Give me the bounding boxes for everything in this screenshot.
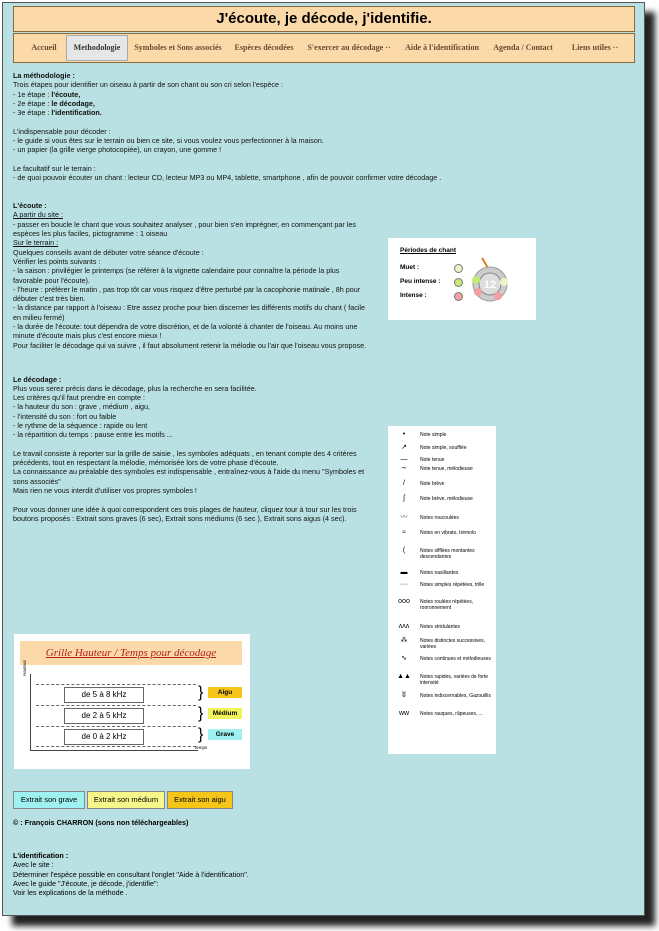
identification-section: [13, 851, 373, 897]
decodage-7: Le travail consiste à reporter sur la grille de saisie , les symboles adéquats , en tenant compte des 4 critères précédents, tout en respectant la mélodie, mémorisée lors de votre phase d'écoute.: [13, 448, 357, 468]
symbol-label: Notes indiscernables, Gazouillis: [420, 693, 491, 699]
ecoute-t2: Vérifier les points suivants :: [13, 256, 101, 266]
grille-tag-medium: Médium: [208, 708, 242, 719]
grille-title: Grille Hauteur / Temps pour décodage: [20, 641, 242, 665]
ident-heading: L'identification :: [13, 851, 69, 860]
step-2: - 2e étape : le décodage,: [13, 98, 95, 108]
ecoute-t5: - la distance par rapport à l'oiseau : Etre assez proche pour bien discerner les différents motifs du chant ( facile en milieu fermé): [13, 303, 366, 322]
symbol-icon: ∼: [401, 465, 407, 472]
decodage-6: - la répartition du temps : pause entre les motifs ...: [13, 430, 173, 440]
symbol-label: Notes distinctes successives, variées: [420, 638, 486, 650]
intense-dot-icon: [454, 292, 463, 301]
symbol-icon: ʃ: [403, 495, 405, 502]
nav-agenda[interactable]: Agenda / Contact: [493, 43, 553, 52]
symbol-icon: /: [403, 480, 405, 487]
ident-1: Avec le site :: [13, 860, 54, 870]
symbol-label: Notes en vibrato, trémolo: [420, 530, 476, 536]
symbol-label: Note tenue: [420, 457, 445, 463]
decodage-heading: Le décodage :: [13, 374, 62, 384]
nav-accueil[interactable]: Accueil: [31, 43, 57, 52]
symbol-label: Notes rapides, variées de forte intensité: [420, 674, 489, 686]
symbol-icon: ʬ: [402, 692, 406, 699]
periodes-peu: Peu intense :: [400, 278, 441, 285]
symbol-label: Notes nasillardes: [420, 570, 459, 576]
grille-row-2: de 2 à 5 kHz: [64, 708, 144, 724]
symbol-label: Notes continues et mélodieuses: [420, 656, 491, 662]
ident-4: Voir les explications de la méthode .: [13, 888, 128, 898]
extrait-medium-button[interactable]: Extrait son médium: [87, 791, 165, 809]
nav-especes[interactable]: Espèces décodées: [234, 43, 294, 52]
facult-1: - de quoi pouvoir écouter un chant : lecteur CD, lecteur MP3 ou MP4, tablette, smartphone , afin de pouvoir confirmer votre décodage .: [13, 173, 442, 183]
ecoute-heading: L'écoute :: [13, 201, 47, 211]
symbol-label: Note brève, mélodieuse: [420, 496, 473, 502]
site-title: J'écoute, je décode, j'identifie.: [13, 6, 635, 32]
grille-image: Grille Hauteur / Temps pour décodage Hauteur Temps de 5 à 8 kHz de 2 à 5 kHz de 0 à 2 kHz } } } Aigu Médium Grave: [14, 634, 250, 769]
grille-yaxis: Hauteur: [22, 659, 27, 676]
symbol-icon: ⁂: [400, 637, 408, 644]
symbol-icon: ooo: [398, 598, 410, 605]
symbol-icon: ↗: [401, 444, 407, 451]
indisp-heading: L'indispensable pour décoder :: [13, 126, 111, 136]
symbol-icon: ∙∙∙∙: [400, 581, 408, 588]
decodage-1: Plus vous serez précis dans le décodage, plus la recherche en sera facilitée.: [13, 383, 257, 393]
decodage-8: La connaissance au préalable des symboles est indispensable , entraînez-vous à l'aide du menu "Symboles et sons associés": [13, 467, 365, 486]
nav-methodologie[interactable]: Methodologie: [66, 35, 128, 61]
symbol-label: Notes sifflées montantes descendantes: [420, 548, 475, 560]
ecoute-t3: - la saison : privilégier le printemps (se référer à la vignette calendaire pour connaître la période la plus favorable pour l'écoute).: [13, 266, 340, 285]
symbol-label: Notes rauques, râpeuses, ...: [420, 711, 483, 717]
nav-exercer[interactable]: S'exercer au décodage ··: [307, 43, 391, 52]
symbol-icon: •: [402, 431, 406, 438]
methodo-heading: La méthodologie :: [13, 71, 75, 80]
symbol-label: Note simple, soufflée: [420, 445, 467, 451]
decodage-3: - la hauteur du son : grave , médium , aigu,: [13, 402, 151, 412]
nav-symboles[interactable]: Symboles et Sons associés: [134, 43, 222, 52]
muet-dot-icon: [454, 264, 463, 273]
symbol-label: Notes simples répétées, trille: [420, 582, 485, 588]
symbols-legend-image: [388, 426, 496, 754]
facult-heading: Le facultatif sur le terrain :: [13, 163, 96, 173]
symbol-label: Notes roucoulées: [420, 515, 459, 521]
main-nav: [13, 33, 635, 63]
periodes-intense: Intense :: [400, 292, 427, 299]
extrait-aigu-button[interactable]: Extrait son aigu: [167, 791, 233, 809]
symbol-icon: —: [400, 456, 408, 463]
wheel-number: 12: [483, 279, 497, 291]
nav-aide[interactable]: Aide à l'identification: [405, 43, 479, 52]
symbol-icon: ∿: [401, 655, 407, 662]
decodage-9: Mais rien ne vous interdit d'utiliser vos propres symboles !: [13, 486, 197, 496]
ecoute-terrain-heading: Sur le terrain :: [13, 238, 59, 248]
grille-xaxis: Temps: [194, 745, 208, 750]
decodage-5: - le rythme de la séquence : rapide ou lent: [13, 420, 148, 430]
symbol-icon: ▲▲: [397, 673, 411, 680]
nav-liens[interactable]: Liens utiles ··: [571, 43, 619, 52]
peu-dot-icon: [454, 278, 463, 287]
ecoute-site-heading: A partir du site :: [13, 210, 63, 220]
symbol-icon: ww: [398, 710, 410, 717]
decodage-4: - l'intensité du son : fort ou faible: [13, 411, 117, 421]
symbol-label: Notes roulées répétées, ronronnement: [420, 599, 474, 611]
periodes-title: Périodes de chant: [400, 247, 456, 254]
ident-3: Avec le guide "J'écoute, je décode, j'identifie":: [13, 878, 159, 888]
grille-xaxis-line: [30, 750, 198, 751]
grille-row-1: de 5 à 8 kHz: [64, 687, 144, 703]
symbol-icon: ▬: [400, 569, 408, 576]
credit-text: © : François CHARRON (sons non téléchargeables): [13, 818, 189, 827]
decodage-10: Pour vous donner une idée à quoi correspondent ces trois plages de hauteur, cliquez tour à tour sur les trois boutons proposés : Extrait sons graves (6 sec), Extrait sons médiums (6 sec ), Extrait sons aigus (4 sec).: [13, 504, 357, 523]
ecoute-t4: - l'heure : préférer le matin , pas trop tôt car vous risquez d'être perturbé par la cacophonie matinale , 8h pour débuter c'est très bien.: [13, 284, 361, 304]
methodo-intro: Trois étapes pour identifier un oiseau à partir de son chant ou son cri selon l'espèce :: [13, 80, 283, 90]
symbol-label: Note tenue, mélodieuse: [420, 466, 473, 472]
grille-tag-aigu: Aigu: [208, 687, 242, 698]
symbol-icon: (: [402, 547, 406, 554]
ecoute-t7: Pour faciliter le décodage qui va suivre , il faut absolument retenir la mélodie ou l'air que l'oiseau vous propose.: [13, 340, 367, 350]
grille-tag-grave: Grave: [208, 729, 242, 740]
step-3: - 3e étape : l'identification.: [13, 108, 102, 118]
grille-yaxis-line: [30, 674, 31, 750]
periodes-chant-image: [388, 238, 536, 320]
calendar-wheel-icon: [468, 256, 508, 304]
decodage-2: Les critères qu'il faut prendre en compte :: [13, 393, 146, 403]
symbol-icon: ≈: [402, 529, 406, 536]
periodes-muet: Muet :: [400, 264, 420, 271]
ecoute-t6: - la durée de l'écoute: tout dépendra de votre discrétion, et de la volonté à chanter de l'oiseau. Au moins une minute d'écoute mais plus c'est encore mieux !: [13, 322, 358, 341]
grille-row-3: de 0 à 2 kHz: [64, 729, 144, 745]
symbol-icon: ʌʌʌ: [398, 623, 410, 630]
ecoute-site-1: - passer en boucle le chant que vous souhaitez analyser , pour bien s'en imprégner, en commençant par les espèces les plus faciles, pictogramme : 1 oiseau: [13, 219, 356, 239]
symbol-label: Note brève: [420, 481, 445, 487]
symbol-label: Note simple: [420, 432, 447, 438]
symbol-label: Notes stridulantes: [420, 624, 461, 630]
step-1: - 1e étape : l'écoute,: [13, 89, 81, 99]
indisp-1: - le guide si vous êtes sur le terrain ou bien ce site, si vous voulez vous perfectionner à la maison.: [13, 136, 324, 146]
indisp-2: - un papier (la grille vierge photocopiée), un crayon, une gomme !: [13, 145, 222, 155]
extrait-grave-button[interactable]: Extrait son grave: [13, 791, 85, 809]
page-frame: [2, 2, 645, 916]
ecoute-t1: Quelques conseils avant de débuter votre séance d'écoute :: [13, 247, 204, 257]
symbol-icon: 〰: [400, 514, 408, 521]
ident-2: Déterminer l'espèce possible en consultant l'onglet "Aide à l'identification".: [13, 869, 249, 879]
